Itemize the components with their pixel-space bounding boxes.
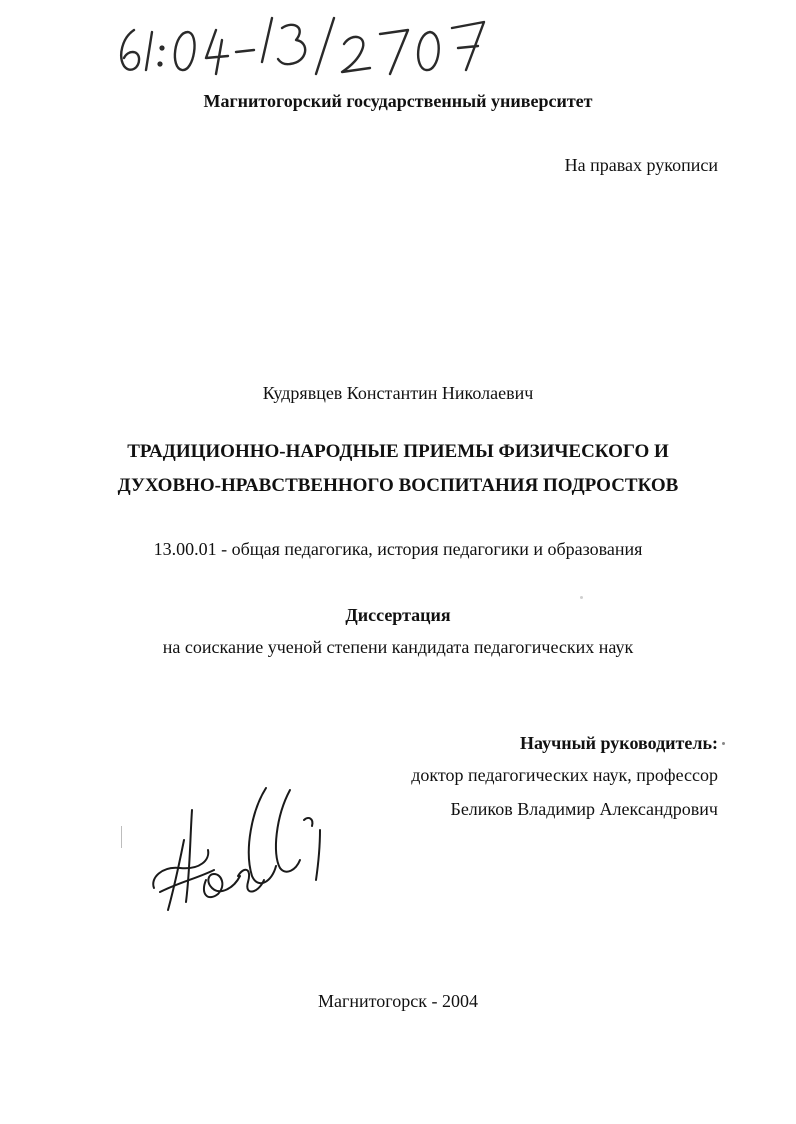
supervisor-heading: Научный руководитель:	[520, 733, 718, 753]
scan-speck	[722, 742, 725, 745]
supervisor-name: Беликов Владимир Александрович	[450, 799, 718, 819]
author-signature	[140, 770, 350, 930]
handwritten-signature-icon	[140, 770, 350, 930]
margin-mark	[121, 826, 122, 848]
dissertation-heading: Диссертация	[345, 605, 451, 625]
scan-speck	[580, 596, 583, 599]
rights-note: На правах рукописи	[564, 155, 718, 175]
university-name: Магнитогорский государственный университет	[203, 91, 593, 111]
specialty-code: 13.00.01 - общая педагогика, история педагогики и образования	[153, 539, 643, 559]
city-year: Магнитогорск - 2004	[318, 991, 478, 1011]
supervisor-degree: доктор педагогических наук, профессор	[411, 765, 718, 785]
handwritten-archive-code	[112, 12, 492, 82]
thesis-title-line-2: ДУХОВНО-НРАВСТВЕННОГО ВОСПИТАНИЯ ПОДРОСТКОВ	[117, 475, 679, 496]
handwritten-code-icon	[112, 12, 492, 82]
degree-purpose: на соискание ученой степени кандидата педагогических наук	[162, 637, 634, 657]
thesis-title-line-1: ТРАДИЦИОННО-НАРОДНЫЕ ПРИЕМЫ ФИЗИЧЕСКОГО И	[127, 441, 669, 462]
author-name: Кудрявцев Константин Николаевич	[262, 383, 534, 403]
